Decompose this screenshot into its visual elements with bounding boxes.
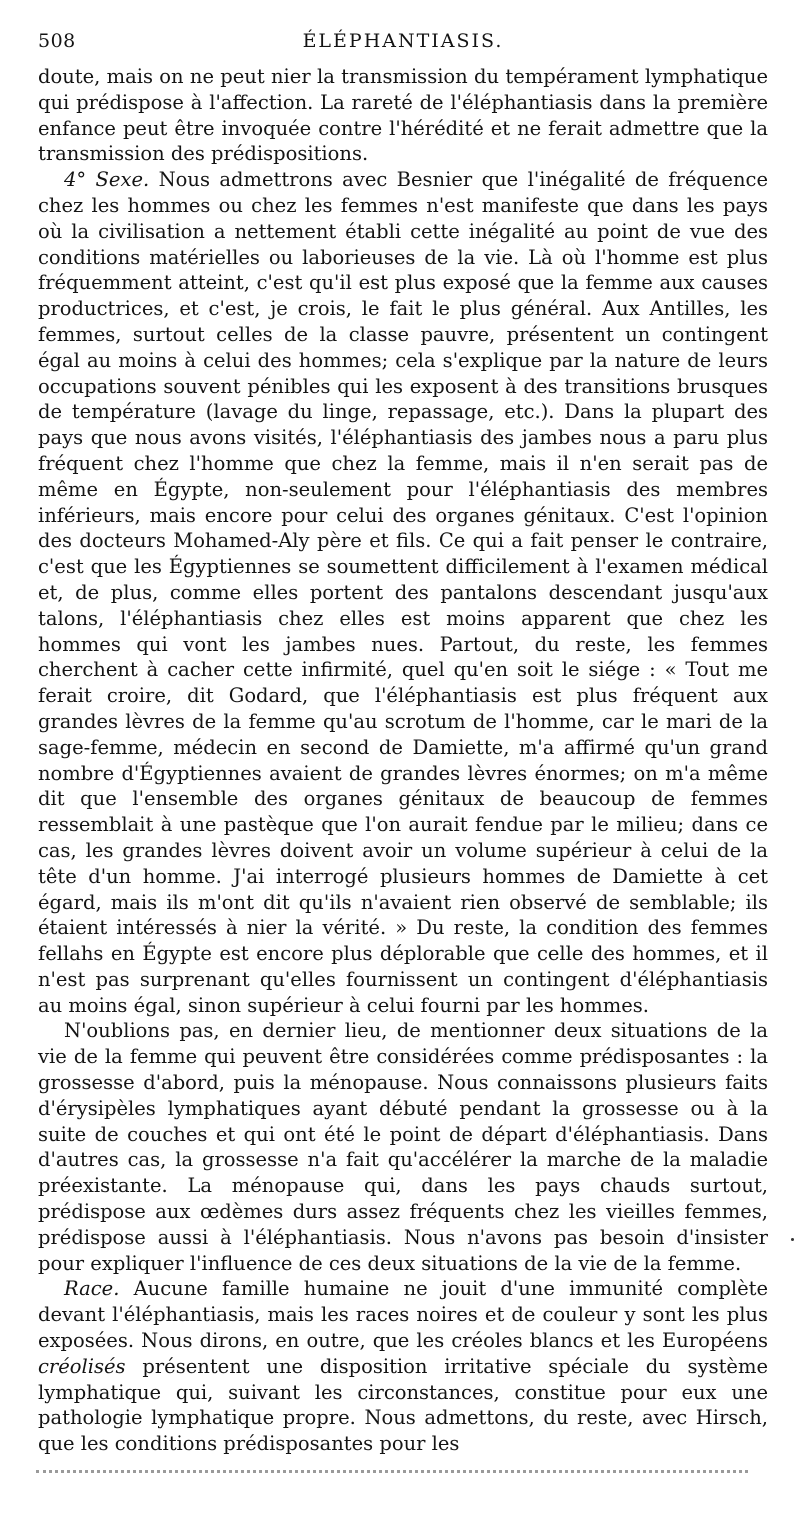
footer-rule [36, 1470, 748, 1473]
page-number: 508 [38, 30, 76, 52]
paragraph-race-text-a: Aucune famille humaine ne jouit d'une immunité complète devant l'éléphantiasis, mais les races noires et de couleur y sont les plus exposées. Nous dirons, en outre, que les créoles blancs et les Européens [38, 1277, 768, 1353]
text-body [38, 64, 768, 1457]
running-head [38, 30, 768, 60]
running-title: ÉLÉPHANTIASIS. [302, 30, 504, 52]
paragraph-race-text-b: présentent une disposition irritative spéciale du système lymphatique qui, suivant les circonstances, constitue pour eux une pathologie lymphatique propre. Nous admettons, du reste, avec Hirsch, que les conditions prédisposantes pour les [38, 1354, 768, 1456]
paragraph-pregnancy-menopause: N'oublions pas, en dernier lieu, de mentionner deux situations de la vie de la femme qui peuvent être considérées comme prédisposantes : la grossesse d'abord, puis la ménopause. Nous connaissons plusieurs faits d'érysipèles lymphatiques ayant débuté pendant la grossesse ou à la suite de couches et qui ont été le point de départ d'éléphantiasis. Dans d'autres cas, la grossesse n'a fait qu'accélérer la marche de la maladie préexistante. La ménopause qui, dans les pays chauds surtout, prédispose aux œdèmes durs assez fréquents chez les vieilles femmes, prédispose aussi à l'éléphantiasis. Nous n'avons pas besoin d'insister pour expliquer l'influence de ces deux situations de la vie de la femme. [38, 1019, 768, 1275]
emphasis-creolises: créolisés [38, 1354, 126, 1378]
paragraph-heredity-conclusion: doute, mais on ne peut nier la transmission du tempérament lymphatique qui prédispose à l'affection. La rareté de l'éléphantiasis dans la première enfance peut être invoquée contre l'hérédité et ne ferait admettre que la transmission des prédispositions. [38, 65, 768, 166]
section-label-sex: 4° Sexe. [64, 168, 150, 192]
section-label-race: Race. [64, 1277, 120, 1301]
margin-mark [791, 1238, 794, 1241]
paragraph-sex [38, 167, 768, 1018]
paragraph-race [38, 1276, 768, 1457]
paragraph-sex-text: Nous admettrons avec Besnier que l'inégalité de fréquence chez les hommes ou chez les femmes n'est manifeste que dans les pays où la civilisation a nettement établi cette inégalité au point de vue des conditions matérielles ou laborieuses de la vie. Là où l'homme est plus fréquemment atteint, c'est qu'il est plus exposé que la femme aux causes productrices, et c'est, je crois, le fait le plus général. Aux Antilles, les femmes, surtout celles de la classe pauvre, présentent un contingent égal au moins à celui des hommes; cela s'explique par la nature de leurs occupations souvent pénibles qui les exposent à des transitions brusques de température (lavage du linge, repassage, etc.). Dans la plupart des pays que nous avons visités, l'éléphantiasis des jambes nous a paru plus fréquent chez l'homme que chez la femme, mais il n'en serait pas de même en Égypte, non-seulement pour l'éléphantiasis des membres inférieurs, mais encore pour celui des organes génitaux. C'est l'opinion des docteurs Mohamed-Aly père et fils. Ce qui a fait penser le contraire, c'est que les Égyptiennes se soumettent difficilement à l'examen médical et, de plus, comme elles portent des pantalons descendant jusqu'aux talons, l'éléphantiasis chez elles est moins apparent que chez les hommes qui vont les jambes nues. Partout, du reste, les femmes cherchent à cacher cette infirmité, quel qu'en soit le siége : « Tout me ferait croire, dit Godard, que l'éléphantiasis est plus fréquent aux grandes lèvres de la femme qu'au scrotum de l'homme, car le mari de la sage-femme, médecin en second de Damiette, m'a affirmé qu'un grand nombre d'Égyptiennes avaient de grandes lèvres énormes; on m'a même dit que l'ensemble des organes génitaux de beaucoup de femmes ressemblait à une pastèque que l'on aurait fendue par le milieu; dans ce cas, les grandes lèvres doivent avoir un volume supérieur à celui de la tête d'un homme. J'ai interrogé plusieurs hommes de Damiette à cet égard, mais ils m'ont dit qu'ils n'avaient rien observé de semblable; ils étaient intéressés à nier la vérité. » Du reste, la condition des femmes fellahs en Égypte est encore plus déplorable que celle des hommes, et il n'est pas surprenant qu'elles fournissent un contingent d'éléphantiasis au moins égal, sinon supérieur à celui fourni par les hommes. [38, 168, 768, 1017]
